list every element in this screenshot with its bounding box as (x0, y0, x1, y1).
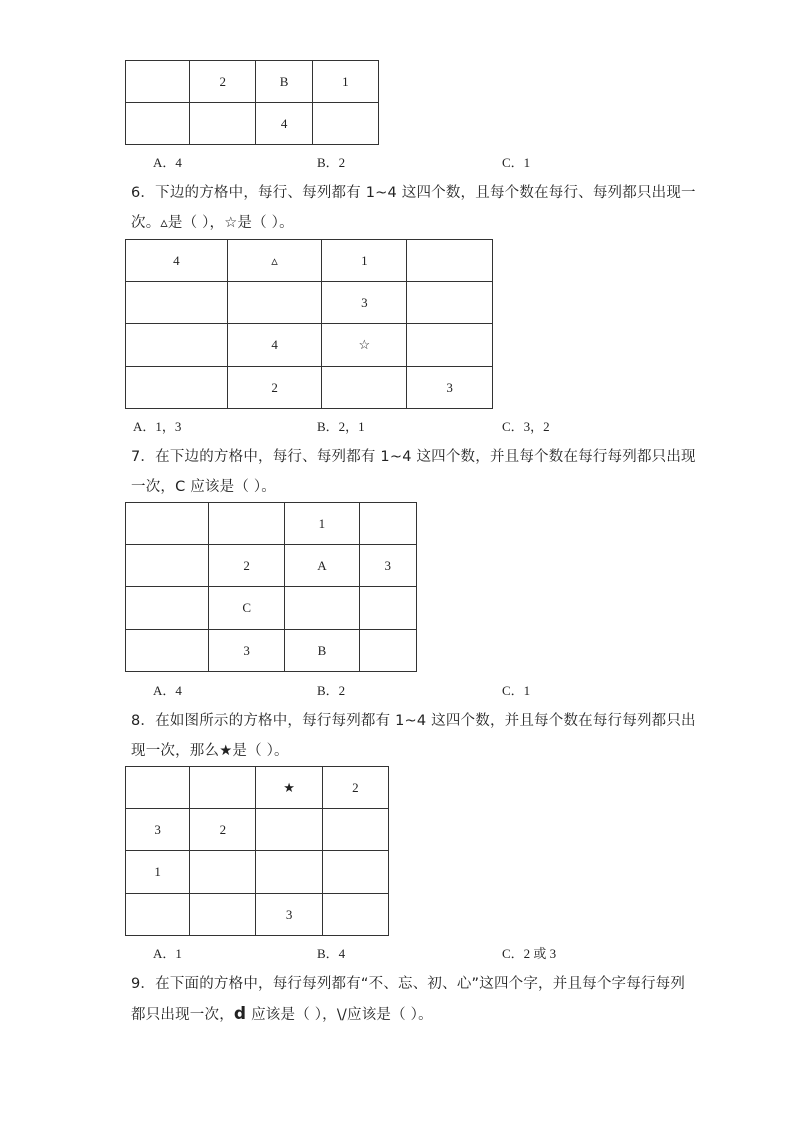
grid-cell: A (285, 545, 359, 587)
option-c[interactable]: C．1 (502, 155, 531, 170)
q8-text (131, 706, 696, 766)
q6-text (131, 178, 696, 238)
grid-cell (126, 894, 190, 936)
q7-grid (125, 502, 417, 672)
q9-text (131, 969, 686, 1030)
grid-cell: 2 (227, 367, 322, 409)
option-c[interactable]: C．2 或 3 (502, 946, 557, 961)
grid-cell (312, 103, 378, 145)
grid-cell: 3 (209, 630, 285, 672)
grid-cell: C (209, 587, 285, 630)
grid-cell (126, 503, 209, 545)
grid-cell: 2 (209, 545, 285, 587)
option-c[interactable]: C．1 (502, 683, 531, 698)
grid-cell: 3 (322, 282, 407, 324)
grid-cell (126, 630, 209, 672)
grid-cell (126, 282, 228, 324)
grid-cell: ☆ (322, 324, 407, 367)
grid-cell (407, 324, 493, 367)
grid-cell: 2 (322, 767, 388, 809)
q6-line2: 次。▵是（ ），☆是（ ）。 (131, 215, 294, 231)
grid-cell (126, 767, 190, 809)
q6-options (0, 416, 794, 434)
grid-cell (256, 851, 322, 894)
option-c[interactable]: C．3，2 (502, 419, 550, 434)
grid-cell (126, 545, 209, 587)
grid-cell: 1 (312, 61, 378, 103)
grid-cell (407, 282, 493, 324)
grid-cell (322, 367, 407, 409)
grid-cell (190, 851, 256, 894)
q9-line2-post: 应该是（ ），\/应该是（ ）。 (246, 1007, 433, 1023)
q9-symbol-d: d (233, 1004, 247, 1024)
grid-cell: 3 (126, 809, 190, 851)
grid-cell (256, 809, 322, 851)
q5-options (0, 152, 794, 170)
q7-line1: 7．在下边的方格中，每行、每列都有 1~4 这四个数，并且每个数在每行每列都只出现 (131, 449, 696, 465)
grid-cell (126, 324, 228, 367)
grid-cell: 1 (285, 503, 359, 545)
grid-cell (126, 103, 190, 145)
grid-cell (190, 103, 256, 145)
q7-options (0, 680, 794, 698)
grid-cell (322, 894, 388, 936)
q9-line2 (131, 999, 676, 1030)
grid-cell (359, 587, 416, 630)
grid-cell (190, 894, 256, 936)
grid-cell (322, 851, 388, 894)
grid-cell: 1 (126, 851, 190, 894)
option-a[interactable]: A．1 (153, 946, 182, 961)
grid-cell: 4 (126, 240, 228, 282)
grid-cell (407, 240, 493, 282)
grid-cell: 4 (256, 103, 312, 145)
grid-cell: B (256, 61, 312, 103)
option-a[interactable]: A．4 (153, 683, 182, 698)
grid-cell (126, 61, 190, 103)
grid-cell: 3 (256, 894, 322, 936)
grid-cell (126, 587, 209, 630)
grid-cell (359, 503, 416, 545)
q6-line1: 6．下边的方格中，每行、每列都有 1~4 这四个数，且每个数在每行、每列都只出现一 (131, 185, 696, 201)
grid-cell: ★ (256, 767, 322, 809)
grid-cell: 3 (407, 367, 493, 409)
option-a[interactable]: A．4 (153, 155, 182, 170)
q6-grid (125, 239, 493, 409)
grid-cell (209, 503, 285, 545)
option-a[interactable]: A．1，3 (133, 419, 182, 434)
grid-cell: 3 (359, 545, 416, 587)
option-b[interactable]: B．2 (317, 155, 346, 170)
q8-grid (125, 766, 389, 936)
grid-cell (322, 809, 388, 851)
grid-cell (285, 587, 359, 630)
q7-text (131, 442, 696, 502)
option-b[interactable]: B．4 (317, 946, 346, 961)
option-b[interactable]: B．2，1 (317, 419, 365, 434)
q8-line1: 8．在如图所示的方格中，每行每列都有 1~4 这四个数，并且每个数在每行每列都只出 (131, 713, 696, 729)
grid-cell: ▵ (227, 240, 322, 282)
q7-line2: 一次，C 应该是（ ）。 (131, 479, 276, 495)
grid-cell (359, 630, 416, 672)
grid-cell (126, 367, 228, 409)
q8-options (0, 943, 794, 961)
grid-cell: B (285, 630, 359, 672)
q9-line2-pre: 都只出现一次， (131, 1007, 234, 1023)
grid-cell: 1 (322, 240, 407, 282)
grid-cell: 2 (190, 809, 256, 851)
grid-cell: 2 (190, 61, 256, 103)
grid-cell (190, 767, 256, 809)
grid-cell (227, 282, 322, 324)
q9-line1: 9．在下面的方格中，每行每列都有“不、忘、初、心”这四个字，并且每个字每行每列 (131, 976, 686, 992)
q5-grid (125, 60, 379, 145)
grid-cell: 4 (227, 324, 322, 367)
option-b[interactable]: B．2 (317, 683, 346, 698)
q8-line2: 现一次，那么★是（ ）。 (131, 743, 289, 759)
